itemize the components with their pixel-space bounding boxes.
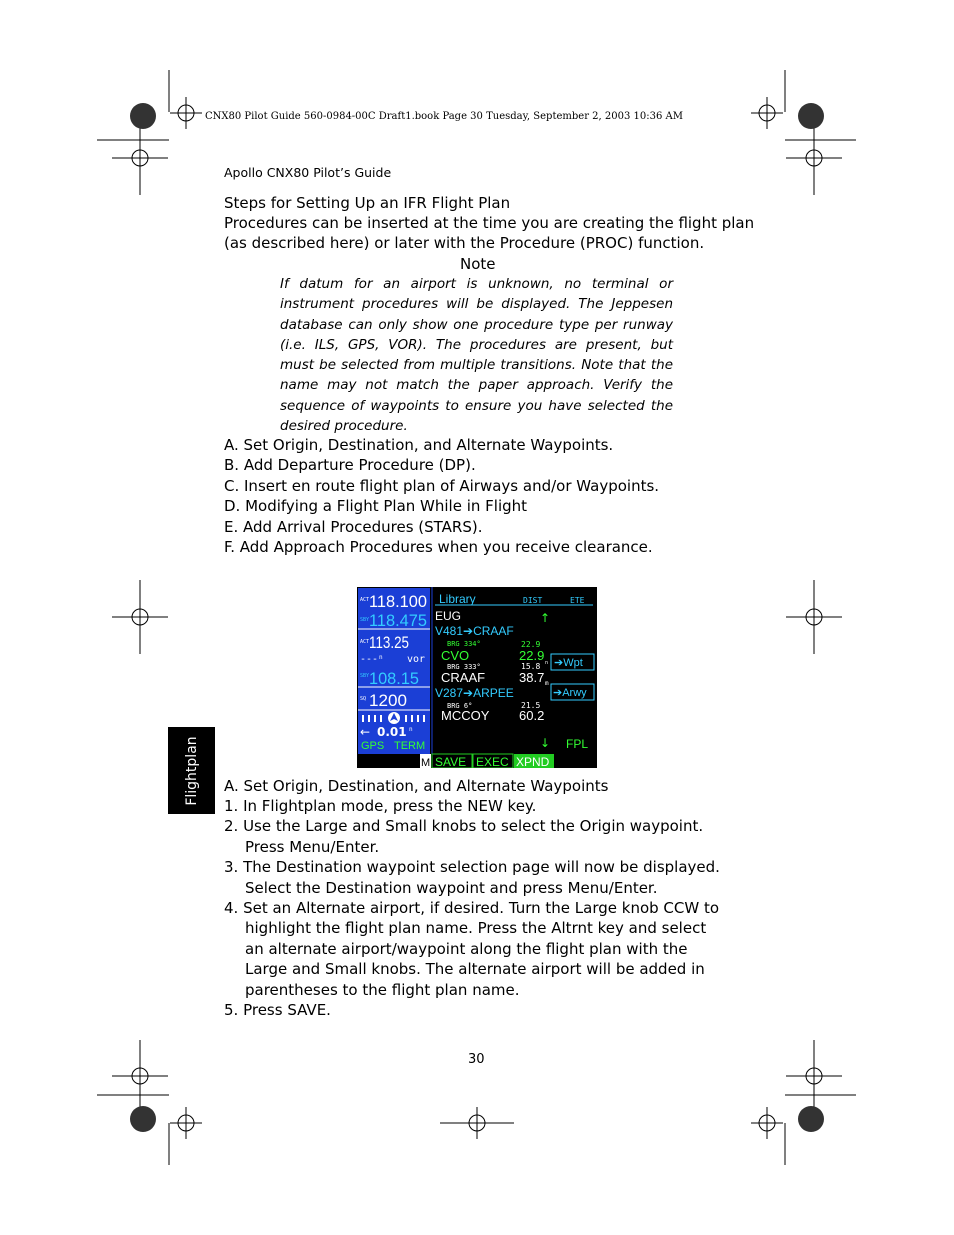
col-dist-header: DIST — [523, 596, 543, 605]
com-standby-label: SBY — [360, 617, 370, 623]
com-active-frequency: 118.100 — [369, 592, 427, 611]
list-item: E. Add Arrival Procedures (STARS). — [224, 517, 483, 536]
softkey-exec[interactable]: EXEC — [476, 755, 509, 768]
airway-row: V481➔CRAAF — [435, 624, 514, 638]
com-standby-frequency: 118.475 — [369, 611, 427, 630]
down-arrow-icon: ↓ — [540, 736, 551, 750]
nav-unit: n — [379, 654, 383, 661]
chapter-tab-label: Flightplan — [183, 735, 200, 806]
waypoint-row: CVO — [441, 648, 470, 663]
transponder-label: SQ — [360, 696, 367, 702]
mode-term: TERM — [394, 740, 426, 752]
screen-drawing — [357, 587, 597, 768]
nav-standby-label: SBY — [360, 673, 370, 679]
bearing: BRG 333° — [447, 663, 481, 671]
softkey-xpnd[interactable]: XPND — [516, 755, 550, 768]
cnx80-screen — [357, 587, 597, 768]
print-header: CNX80 Pilot Guide 560-0984-00C Draft1.book Page 30 Tuesday, September 2, 2003 10:36 AM — [205, 111, 683, 122]
nav-active-label: ACT — [360, 639, 370, 645]
cross-track-value: 0.01 — [377, 725, 407, 739]
chapter-tab — [168, 727, 215, 814]
list-item: 3. The Destination waypoint selection page will now be displayed. Select the Destination waypoint and press Menu/Enter. — [224, 858, 720, 897]
intro-paragraph — [224, 213, 754, 254]
fpl-label: FPL — [566, 737, 589, 751]
cumulative-distance: 60.2 — [519, 708, 545, 723]
list-item: 2. Use the Large and Small knobs to select the Origin waypoint. Press Menu/Enter. — [224, 817, 704, 856]
xtk-arrow-icon: ← — [360, 725, 371, 739]
note-title: Note — [460, 255, 496, 273]
dist-unit: m — [545, 680, 549, 687]
waypoint-row: MCCOY — [441, 708, 490, 723]
col-ete-header: ETE — [570, 596, 585, 605]
list-item: B. Add Departure Procedure (DP). — [224, 456, 476, 475]
intro-line: Procedures can be inserted at the time you are creating the flight plan — [224, 214, 755, 232]
nav-dash: --- — [360, 654, 379, 665]
airway-row: V287➔ARPEE — [435, 686, 514, 700]
bearing: BRG 334° — [447, 640, 481, 648]
transponder-code: 1200 — [369, 691, 407, 710]
list-item: 1. In Flightplan mode, press the NEW key. — [224, 797, 537, 815]
procedure-steps — [224, 796, 729, 1020]
com-active-label: ACT — [360, 597, 370, 603]
page-number: 30 — [468, 1052, 485, 1067]
library-title: Library — [439, 592, 476, 606]
nav-standby-frequency: 108.15 — [369, 669, 419, 688]
leg-distance: 21.5 — [521, 701, 541, 710]
nav-active-frequency: 113.25 — [369, 633, 409, 652]
intro-line: (as described here) or later with the Procedure (PROC) function. — [224, 234, 705, 253]
setup-steps-list — [224, 435, 659, 557]
subsection-heading: A. Set Origin, Destination, and Alternate Waypoints — [224, 777, 609, 795]
leg-distance: 22.9 — [521, 640, 541, 649]
insert-waypoint-button[interactable]: ➔Wpt — [554, 657, 583, 669]
list-item: C. Insert en route flight plan of Airways and/or Waypoints. — [224, 476, 660, 495]
insert-airway-button[interactable]: ➔Arwy — [553, 687, 587, 699]
xtk-unit: n — [409, 726, 413, 733]
list-item: 4. Set an Alternate airport, if desired. Turn the Large knob CCW to highlight the flight plan name. Press the Altrnt key and select an alternate airport/waypoint along the flight plan with the Large and Small knobs. The alternate airport will be added in parentheses to the flight plan name. — [224, 899, 720, 999]
up-arrow-icon: ↑ — [540, 611, 551, 625]
cumulative-distance: 22.9 — [519, 648, 545, 663]
section-heading: Steps for Setting Up an IFR Flight Plan — [224, 194, 511, 212]
list-item: A. Set Origin, Destination, and Alternate Waypoints. — [224, 436, 614, 454]
mode-gps: GPS — [361, 740, 385, 752]
softkey-m[interactable]: M — [421, 757, 431, 768]
list-item: D. Modifying a Flight Plan While in Flight — [224, 497, 528, 516]
running-header: Apollo CNX80 Pilot’s Guide — [224, 165, 392, 180]
dist-unit: n — [545, 660, 549, 666]
note-text: If datum for an airport is unknown, no terminal or instrument procedures will be displayed. The Jeppesen database can only show one procedure type per runway (i.e. ILS, GPS, VOR). The procedures are present, but must be selected from multiple transitions. Note that the name may not match the paper approach. Verify the sequence of waypoints to ensure you have selected the desired procedure. — [280, 276, 673, 435]
nav-source-vor: vor — [407, 654, 426, 665]
cumulative-distance: 38.7 — [519, 670, 545, 685]
note-box — [280, 274, 673, 436]
leg-distance: 15.8 — [521, 662, 541, 671]
list-item: 5. Press SAVE. — [224, 1001, 331, 1020]
softkey-save[interactable]: SAVE — [435, 755, 467, 768]
waypoint-row: EUG — [435, 609, 462, 623]
waypoint-row: CRAAF — [441, 670, 486, 685]
bearing: BRG 6° — [447, 702, 473, 710]
list-item: F. Add Approach Procedures when you receive clearance. — [224, 538, 653, 557]
